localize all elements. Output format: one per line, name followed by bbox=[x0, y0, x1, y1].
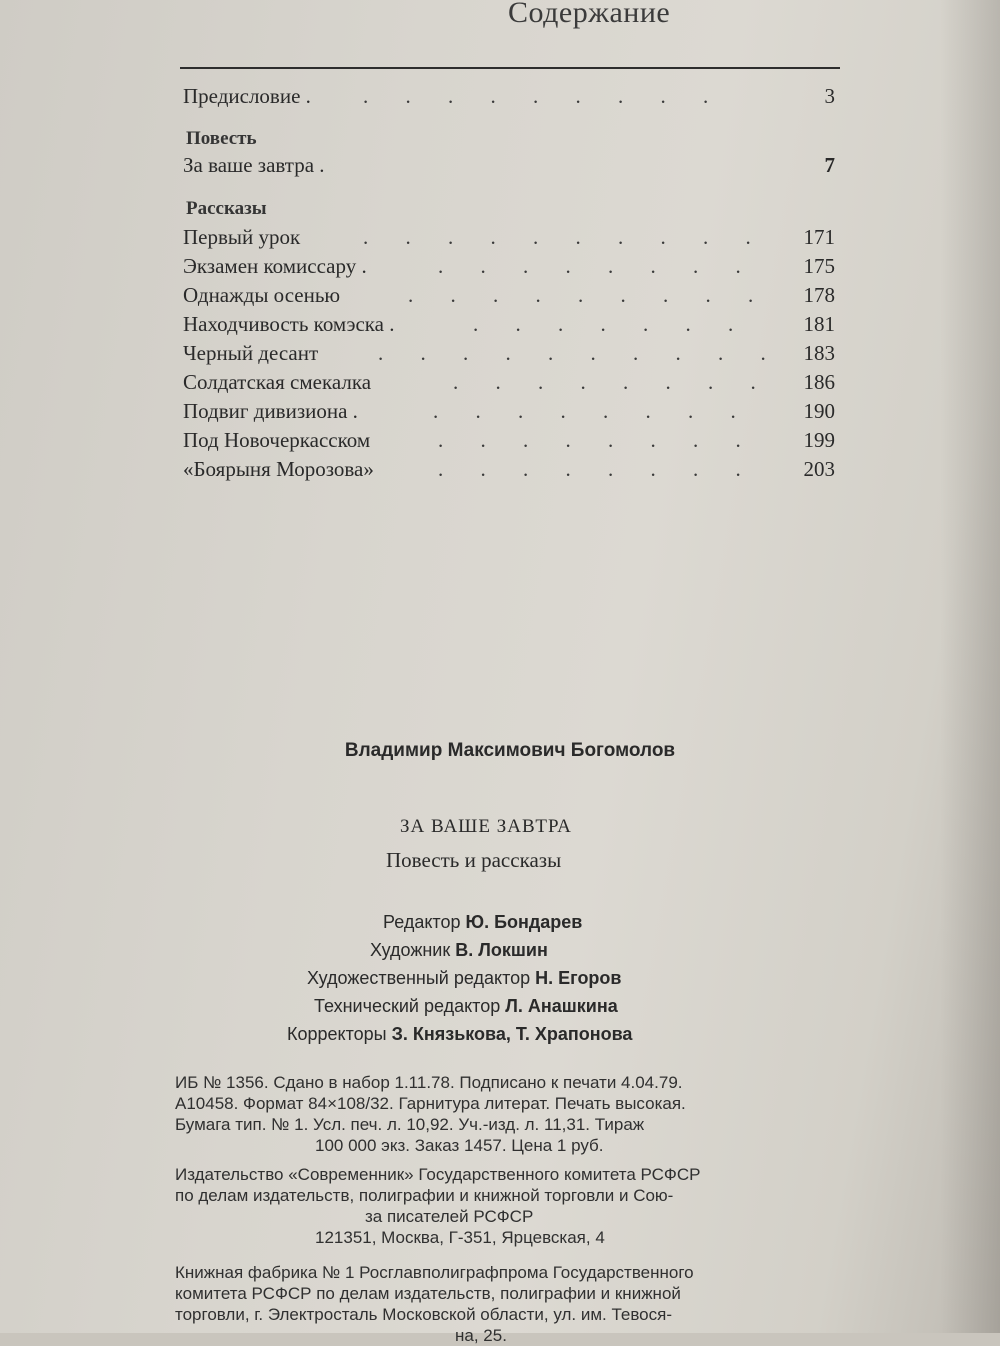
leader-dots: . . . . . . . . bbox=[433, 399, 752, 423]
leader-dots: . . . . . . . . bbox=[438, 254, 757, 278]
printer-info bbox=[175, 1262, 855, 1346]
leader-dots: . . . . . . . . . . bbox=[378, 341, 782, 365]
print-info-line: ИБ № 1356. Сдано в набор 1.11.78. Подписано к печати 4.04.79. bbox=[175, 1073, 683, 1092]
toc-entry-page: 203 bbox=[803, 457, 835, 481]
toc-entry-story bbox=[183, 399, 835, 429]
credit-line bbox=[370, 940, 548, 961]
toc-entry-label: Находчивость комэска . bbox=[183, 312, 395, 336]
credit-line bbox=[314, 996, 618, 1017]
book-subtitle: Повесть и рассказы bbox=[386, 848, 562, 872]
toc-entry-preface bbox=[183, 84, 835, 114]
publisher-info bbox=[175, 1164, 855, 1248]
credit-name: З. Князькова, Т. Храпонова bbox=[391, 1024, 633, 1044]
toc-entry-story bbox=[183, 370, 835, 400]
publisher-line: Издательство «Современник» Государственного комитета РСФСР bbox=[175, 1165, 701, 1184]
toc-entry-page: 181 bbox=[803, 312, 835, 336]
toc-entry-page: 186 bbox=[803, 370, 835, 394]
page-shadow bbox=[940, 0, 1000, 1333]
toc-entry-page: 3 bbox=[824, 84, 835, 108]
print-info-line: Бумага тип. № 1. Усл. печ. л. 10,92. Уч.-изд. л. 11,31. Тираж bbox=[175, 1115, 645, 1134]
printer-line: на, 25. bbox=[455, 1326, 507, 1345]
leader-dots: . . . . . . . . bbox=[438, 428, 757, 452]
publisher-line: за писателей РСФСР bbox=[365, 1207, 534, 1226]
leader-dots: . . . . . . . . bbox=[453, 370, 772, 394]
credit-line bbox=[383, 912, 582, 933]
leader-dots: . . . . . . . . . bbox=[408, 283, 770, 307]
toc-entry-novella bbox=[183, 153, 835, 183]
print-info bbox=[175, 1072, 855, 1156]
toc-entry-label: Предисловие . bbox=[183, 84, 311, 108]
print-info-line: 100 000 экз. Заказ 1457. Цена 1 руб. bbox=[315, 1136, 604, 1155]
credit-name: Н. Егоров bbox=[535, 968, 622, 988]
toc-entry-label: Под Новочеркасском bbox=[183, 428, 371, 452]
toc-entry-label: Черный десант bbox=[183, 341, 319, 365]
credit-role: Художник bbox=[370, 940, 451, 960]
credit-line bbox=[287, 1024, 632, 1045]
printer-line: Книжная фабрика № 1 Росглавполиграфпрома Государственного bbox=[175, 1263, 694, 1282]
printer-line: комитета РСФСР по делам издательств, полиграфии и книжной bbox=[175, 1284, 681, 1303]
printer-line: торговли, г. Электросталь Московской области, ул. им. Тевося- bbox=[175, 1305, 672, 1324]
publisher-line: 121351, Москва, Г-351, Ярцевская, 4 bbox=[315, 1228, 605, 1247]
leader-dots: . . . . . . . . . . bbox=[363, 225, 767, 249]
publisher-line: по делам издательств, полиграфии и книжной торговли и Сою- bbox=[175, 1186, 674, 1205]
toc-entry-story bbox=[183, 225, 835, 255]
toc-entry-story bbox=[183, 283, 835, 313]
toc-entry-label: Однажды осенью bbox=[183, 283, 341, 307]
leader-dots: . . . . . . . . . bbox=[363, 84, 725, 108]
credit-role: Редактор bbox=[383, 912, 461, 932]
toc-section-stories: Рассказы bbox=[186, 198, 267, 219]
toc-entry-story bbox=[183, 312, 835, 342]
toc-entry-page: 183 bbox=[803, 341, 835, 365]
toc-entry-label: За ваше завтра . bbox=[183, 153, 325, 177]
credit-role: Технический редактор bbox=[314, 996, 501, 1016]
toc-section-novella: Повесть bbox=[186, 128, 257, 149]
leader-dots: . . . . . . . bbox=[473, 312, 750, 336]
book-title: ЗА ВАШЕ ЗАВТРА bbox=[400, 816, 572, 837]
toc-entry-label: «Боярыня Морозова» bbox=[183, 457, 374, 481]
toc-entry-story bbox=[183, 428, 835, 458]
credit-line bbox=[307, 968, 622, 989]
credit-name: Ю. Бондарев bbox=[465, 912, 583, 932]
print-info-line: А10458. Формат 84×108/32. Гарнитура литерат. Печать высокая. bbox=[175, 1094, 686, 1113]
toc-entry-page: 178 bbox=[803, 283, 835, 307]
toc-entry-label: Солдатская смекалка bbox=[183, 370, 372, 394]
toc-entry-page: 7 bbox=[824, 153, 835, 177]
toc-entry-page: 171 bbox=[803, 225, 835, 249]
toc-entry-story bbox=[183, 341, 835, 371]
credit-role: Художественный редактор bbox=[307, 968, 531, 988]
credit-name: В. Локшин bbox=[455, 940, 548, 960]
credit-name: Л. Анашкина bbox=[505, 996, 618, 1016]
toc-entry-story bbox=[183, 254, 835, 284]
heading-rule bbox=[180, 67, 840, 69]
author-name: Владимир Максимович Богомолов bbox=[344, 740, 676, 761]
leader-dots: . . . . . . . . bbox=[438, 457, 757, 481]
toc-entry-label: Экзамен комиссару . bbox=[183, 254, 367, 278]
toc-entry-page: 199 bbox=[803, 428, 835, 452]
toc-entry-page: 190 bbox=[803, 399, 835, 423]
toc-entry-label: Первый урок bbox=[183, 225, 301, 249]
credit-role: Корректоры bbox=[287, 1024, 387, 1044]
toc-heading: Содержание bbox=[508, 0, 671, 29]
toc-entry-story bbox=[183, 457, 835, 487]
toc-entry-page: 175 bbox=[803, 254, 835, 278]
toc-entry-label: Подвиг дивизиона . bbox=[183, 399, 358, 423]
